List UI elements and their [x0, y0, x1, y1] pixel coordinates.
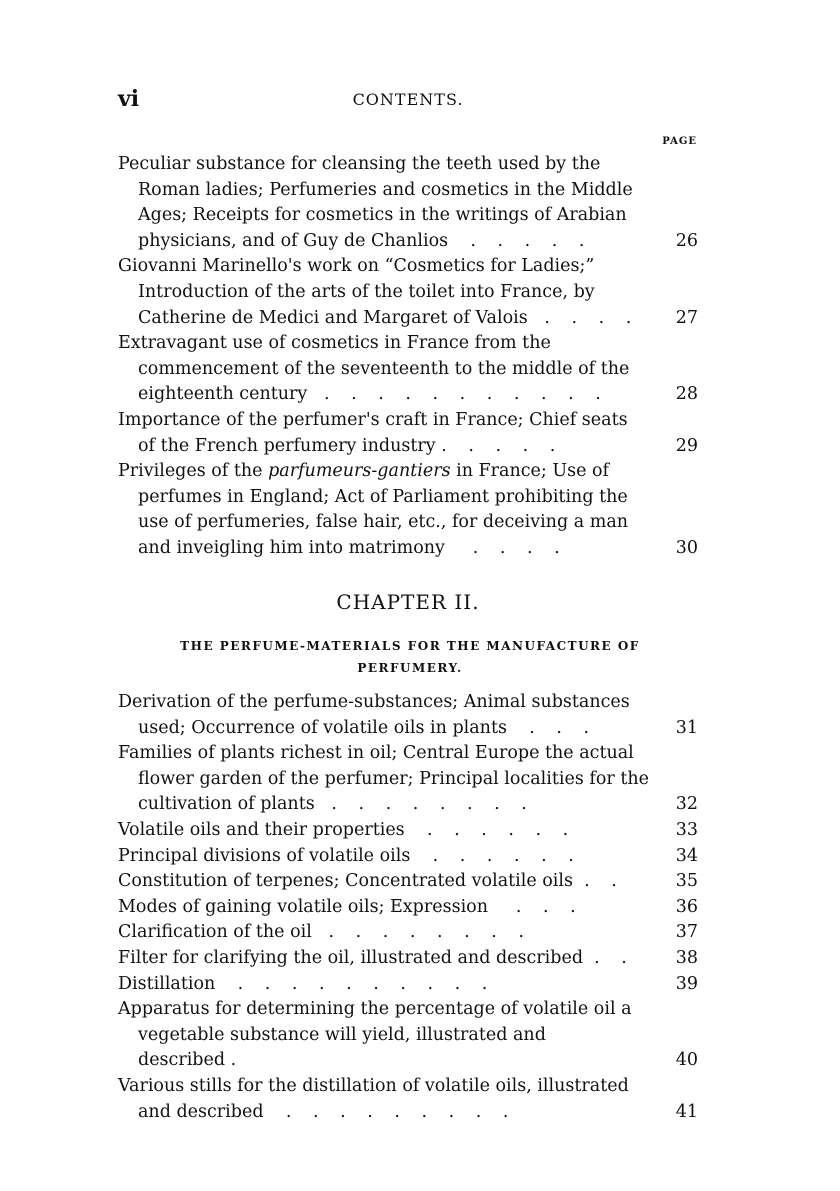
toc-entry: Apparatus for determining the percentage of volatile oil a vegetable substance will yield, illustrated and described . 40 [118, 997, 698, 1074]
toc-entry: Privileges of the parfumeurs-gantiers in France; Use of perfumes in England; Act of Parliament prohibiting the use of perfumeries, false hair, etc., for deceiving a man and inveigling him into matrimony . . . . 30 [118, 459, 698, 561]
page-ref: 40 [675, 1050, 698, 1071]
toc-entry: Principal divisions of volatile oils . . . . . . 34 [118, 844, 698, 870]
toc-entry: Giovanni Marinello's work on “Cosmetics for Ladies;” Introduction of the arts of the toilet into France, by Catherine de Medici and Margaret of Valois . . . . 27 [118, 254, 698, 331]
dot-leaders: . . . . [472, 537, 568, 558]
dot-leaders: . . . . [544, 307, 640, 328]
dot-leaders: . . . . . . . . . . [237, 973, 496, 994]
page-ref: 41 [675, 1101, 698, 1122]
toc-entry: Extravagant use of cosmetics in France from the commencement of the seventeenth to the middle of the eighteenth century . . . . . . . . . . . 28 [118, 331, 698, 408]
page-ref: 29 [675, 435, 698, 456]
dot-leaders: . . [584, 871, 625, 892]
dot-leaders: . . . . . . . . . [285, 1101, 517, 1122]
toc-entry: Distillation . . . . . . . . . . 39 [118, 972, 698, 998]
toc-entry: Clarification of the oil . . . . . . . . 37 [118, 920, 698, 946]
page-ref: 37 [675, 922, 698, 943]
page-ref: 32 [675, 794, 698, 815]
toc-entry: Various stills for the distillation of volatile oils, illustrated and described . . . . . . . . . 41 [118, 1074, 698, 1125]
page-number: vi [118, 86, 140, 112]
page-ref: 34 [675, 845, 698, 866]
toc-entry: Peculiar substance for cleansing the teeth used by the Roman ladies; Perfumeries and cosmetics in the Middle Ages; Receipts for cosmetics in the writings of Arabian physicians, and of Guy de Chanlios . . . . . 26 [118, 152, 698, 254]
dot-leaders: . . . [529, 717, 598, 738]
dot-leaders: . . . . . . . . . . . [324, 384, 609, 405]
dot-leaders: . . . . . [441, 435, 564, 456]
toc-entry: Families of plants richest in oil; Central Europe the actual flower garden of the perfumer; Principal localities for the cultivation of plants . . . . . . . . 32 [118, 741, 698, 818]
page-ref: 33 [675, 819, 698, 840]
toc-entry: Importance of the perfumer's craft in France; Chief seats of the French perfumery industry . . . . . 29 [118, 408, 698, 459]
dot-leaders: . . . . . . . . [331, 794, 535, 815]
toc-entry: Filter for clarifying the oil, illustrated and described . . 38 [118, 946, 698, 972]
toc-section-1 [118, 152, 698, 562]
page-ref: 35 [675, 871, 698, 892]
page-ref: 38 [675, 947, 698, 968]
dot-leaders: . . [594, 947, 635, 968]
page-ref: 28 [675, 384, 698, 405]
dot-leaders: . . . . . . [432, 845, 582, 866]
dot-leaders: . . . [515, 896, 584, 917]
toc-entry: Volatile oils and their properties . . . . . . 33 [118, 818, 698, 844]
running-head: CONTENTS. [352, 90, 464, 109]
dot-leaders: . . . . . . . . [328, 922, 532, 943]
page-ref: 36 [675, 896, 698, 917]
page-ref: 26 [675, 230, 698, 251]
page-ref: 31 [675, 717, 698, 738]
page-ref: 39 [675, 973, 698, 994]
italic-term: parfumeurs-gantiers [268, 461, 451, 482]
toc-section-2 [118, 690, 698, 1125]
page-ref: 30 [675, 537, 698, 558]
chapter-subtitle: THE PERFUME-MATERIALS FOR THE MANUFACTURE OF PERFUMERY. [180, 639, 640, 675]
dot-leaders: . [230, 1050, 245, 1071]
page-column-label: PAGE [662, 136, 697, 147]
toc-entry: Derivation of the perfume-substances; Animal substances used; Occurrence of volatile oils in plants . . . 31 [118, 690, 698, 741]
toc-entry: Constitution of terpenes; Concentrated volatile oils . . 35 [118, 869, 698, 895]
page-ref: 27 [675, 307, 698, 328]
dot-leaders: . . . . . [470, 230, 593, 251]
page-header [118, 86, 698, 116]
toc-entry: Modes of gaining volatile oils; Expression . . . 36 [118, 895, 698, 921]
chapter-title: CHAPTER II. [336, 590, 480, 614]
dot-leaders: . . . . . . [426, 819, 577, 840]
